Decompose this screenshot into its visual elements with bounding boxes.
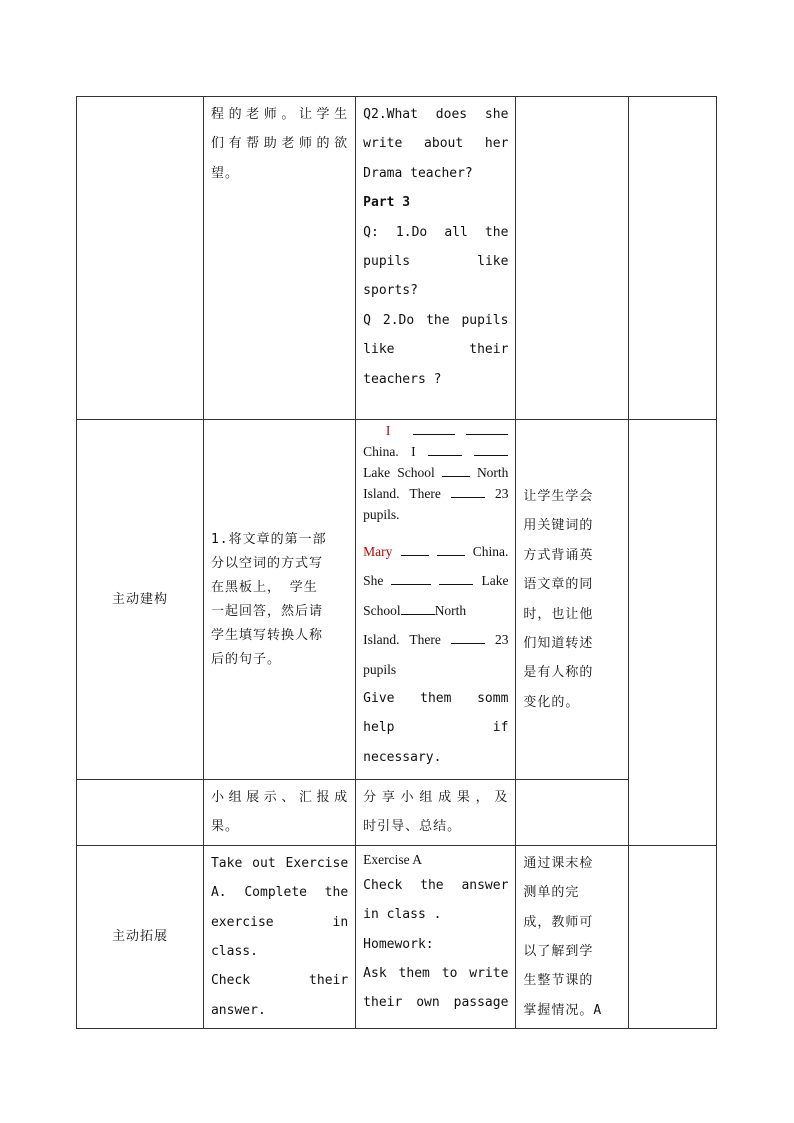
text-line: 望。 bbox=[210, 165, 239, 181]
text-line: Take out Exercise bbox=[210, 855, 349, 871]
text-word: China. bbox=[363, 444, 399, 459]
text-line: Ask them to write bbox=[363, 966, 509, 982]
text-line: answer. bbox=[210, 1002, 266, 1018]
text-word: China. bbox=[472, 544, 509, 559]
notes-cell bbox=[629, 97, 717, 420]
text-word: 23 bbox=[494, 632, 509, 648]
text-word: Island. bbox=[363, 486, 400, 501]
text-word: pupils bbox=[363, 661, 397, 677]
teacher-activity-cell bbox=[203, 420, 355, 780]
text-line: 时，也让他 bbox=[523, 606, 594, 622]
text-line: Q: 1.Do all the bbox=[363, 224, 509, 240]
text-line: Give them somm bbox=[363, 691, 509, 707]
student-activity-cell bbox=[356, 780, 516, 846]
text-line: Q2.What does she bbox=[363, 107, 509, 122]
blank-subject: I bbox=[385, 423, 391, 438]
text-word: School bbox=[363, 602, 401, 618]
text-word: Lake School bbox=[363, 465, 435, 480]
text-line: 通过课末检 bbox=[523, 855, 594, 871]
text-word: She bbox=[363, 573, 384, 589]
text-line: sports? bbox=[363, 283, 418, 299]
text-line: 成，教师可 bbox=[523, 914, 594, 930]
text-line: necessary. bbox=[363, 749, 442, 765]
text-line: Drama teacher? bbox=[363, 165, 473, 181]
text-line: pupils like bbox=[363, 254, 509, 270]
text-line: 小组展示、汇报成 bbox=[210, 790, 349, 805]
text-word: 23 bbox=[494, 486, 509, 501]
text-line: 测单的完 bbox=[523, 885, 580, 901]
design-intent-cell bbox=[516, 780, 629, 846]
text-line: Check the answer bbox=[363, 877, 509, 893]
text-word: There bbox=[409, 632, 441, 648]
text-line: 掌握情况。A bbox=[523, 1002, 603, 1018]
text-line: 生整节课的 bbox=[523, 973, 594, 989]
teacher-activity-cell bbox=[203, 780, 355, 846]
table-row bbox=[77, 845, 717, 1028]
part-heading: Part 3 bbox=[363, 195, 411, 211]
text-line: 一起回答，然后请 bbox=[210, 603, 323, 619]
text-line: 后的句子。 bbox=[210, 651, 281, 667]
teacher-activity-cell bbox=[203, 845, 355, 1028]
text-line: in class . bbox=[363, 907, 442, 923]
text-line: 让学生学会 bbox=[523, 488, 594, 504]
text-word: pupils. bbox=[363, 507, 400, 522]
text-line: 以了解到学 bbox=[523, 944, 594, 960]
text-line: exercise in class. bbox=[210, 914, 349, 960]
text-line: Q 2.Do the pupils bbox=[363, 312, 509, 328]
student-activity-cell bbox=[356, 845, 516, 1028]
text-line: 们知道转述 bbox=[523, 635, 594, 651]
text-line: 语文章的同 bbox=[523, 577, 594, 593]
stage-cell bbox=[77, 780, 204, 846]
text-line: write about her bbox=[363, 136, 509, 152]
fill-blank-block bbox=[363, 537, 508, 684]
text-line: 学生填写转换人称 bbox=[210, 627, 323, 643]
text-line: 程的老师。让学生 bbox=[210, 107, 349, 122]
text-line: 方式背诵英 bbox=[523, 547, 594, 563]
design-intent-cell bbox=[516, 420, 629, 780]
fill-blank-block bbox=[363, 420, 508, 525]
text-word: Island. bbox=[363, 632, 400, 648]
student-activity-cell bbox=[356, 420, 516, 780]
text-line: like their bbox=[363, 342, 509, 358]
stage-cell bbox=[77, 845, 204, 1028]
blank-subject: Mary bbox=[363, 544, 393, 559]
text-line: help if bbox=[363, 720, 509, 736]
text-word: North bbox=[476, 465, 509, 480]
text-line: 时引导、总结。 bbox=[363, 819, 462, 835]
design-intent-cell bbox=[516, 97, 629, 420]
text-word: There bbox=[409, 486, 441, 501]
stage-cell bbox=[77, 420, 204, 780]
teacher-activity-cell bbox=[203, 97, 355, 420]
text-word: Lake bbox=[481, 573, 509, 589]
text-line: 用关键词的 bbox=[523, 518, 594, 534]
student-activity-cell bbox=[356, 97, 516, 420]
text-line: Homework: bbox=[363, 936, 434, 952]
text-line: 果。 bbox=[210, 819, 239, 835]
text-line: 在黑板上， 学生 bbox=[210, 579, 318, 595]
table-row bbox=[77, 780, 717, 846]
text-line: 1.将文章的第一部 bbox=[210, 531, 327, 547]
stage-label: 主动拓展 bbox=[111, 929, 168, 945]
notes-cell bbox=[629, 420, 717, 846]
text-word: North bbox=[434, 602, 467, 618]
text-line: 变化的。 bbox=[523, 694, 580, 710]
text-line: 是有人称的 bbox=[523, 665, 594, 681]
table-row bbox=[77, 420, 717, 780]
text-word: I bbox=[411, 444, 416, 459]
text-line: 分享小组成果，及 bbox=[363, 790, 509, 805]
design-intent-cell bbox=[516, 845, 629, 1028]
table-row bbox=[77, 97, 717, 420]
text-line: Exercise A bbox=[363, 851, 423, 867]
stage-cell bbox=[77, 97, 204, 420]
text-line: 分以空词的方式写 bbox=[210, 555, 323, 571]
stage-label: 主动建构 bbox=[111, 591, 168, 607]
notes-cell bbox=[629, 845, 717, 1028]
text-line: 们有帮助老师的欲 bbox=[210, 136, 349, 152]
text-line: teachers ? bbox=[363, 371, 442, 387]
text-line: their own passage bbox=[363, 995, 509, 1011]
lesson-plan-table bbox=[76, 96, 717, 1029]
text-line: A. Complete the bbox=[210, 885, 349, 901]
text-line: Check their bbox=[210, 973, 349, 989]
